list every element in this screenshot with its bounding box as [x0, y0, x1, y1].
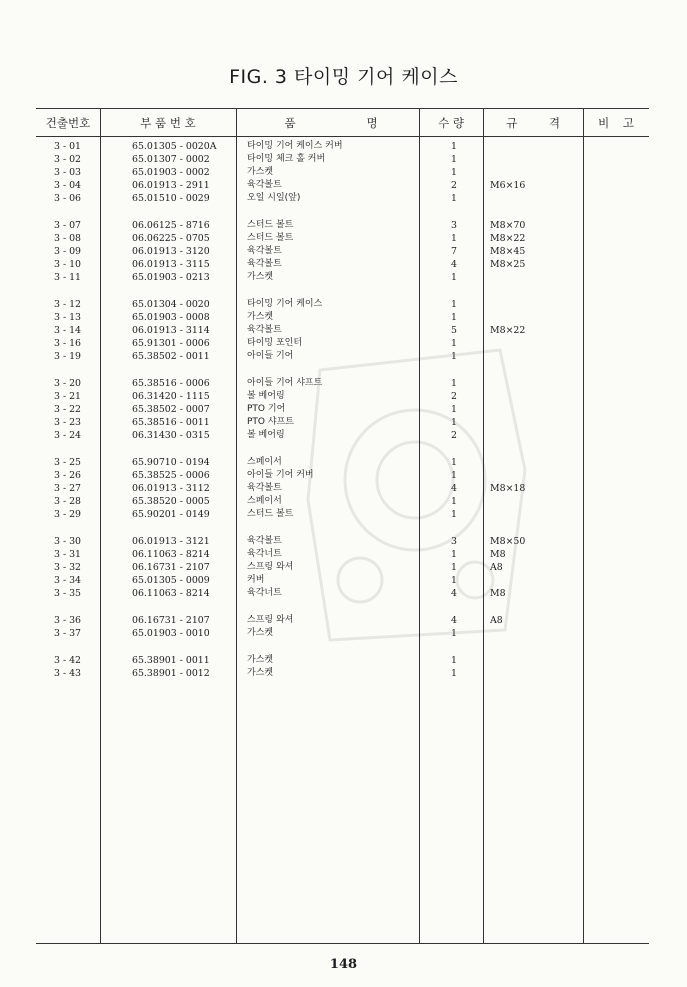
table-row	[0, 192, 687, 205]
specification: M8×70	[490, 220, 526, 231]
table-row	[0, 548, 687, 561]
part-number: 65.90201 - 0149	[132, 509, 210, 521]
quantity: 1	[451, 417, 457, 429]
header-name-right: 명	[366, 116, 378, 130]
ref-number: 3 - 16	[54, 338, 82, 350]
table-row	[0, 390, 687, 403]
table-row	[0, 482, 687, 495]
part-number: 06.01913 - 3115	[132, 259, 210, 271]
quantity: 1	[451, 338, 457, 350]
ref-number: 3 - 35	[54, 588, 82, 600]
table-top-rule	[36, 108, 649, 109]
part-number: 06.16731 - 2107	[132, 615, 210, 626]
specification: M8×18	[490, 483, 526, 495]
header-name-left: 품	[284, 116, 296, 130]
quantity: 1	[451, 404, 457, 416]
quantity: 1	[451, 628, 457, 640]
ref-number: 3 - 37	[54, 628, 82, 640]
ref-number: 3 - 13	[54, 312, 82, 324]
quantity: 1	[451, 233, 457, 245]
ref-number: 3 - 27	[54, 483, 82, 495]
part-number: 06.06225 - 0705	[132, 233, 210, 245]
ref-number: 3 - 23	[54, 417, 82, 429]
ref-number: 3 - 29	[54, 509, 82, 521]
part-name: PTO 기어	[247, 404, 286, 415]
part-name: 아이들 기어 커버	[247, 470, 314, 481]
part-name: 가스켓	[247, 272, 274, 283]
quantity: 4	[451, 483, 457, 495]
quantity: 1	[451, 575, 457, 587]
quantity: 3	[451, 536, 457, 547]
part-number: 65.01903 - 0002	[132, 167, 210, 179]
quantity: 5	[451, 325, 457, 337]
quantity: 1	[451, 562, 457, 574]
ref-number: 3 - 30	[54, 536, 82, 547]
table-row	[0, 429, 687, 442]
specification: A8	[490, 615, 503, 626]
ref-number: 3 - 31	[54, 549, 82, 561]
part-number: 65.38502 - 0011	[132, 351, 210, 363]
specification: M8×22	[490, 325, 526, 337]
part-number: 06.01913 - 3112	[132, 483, 210, 495]
quantity: 1	[451, 154, 457, 166]
quantity: 1	[451, 312, 457, 324]
ref-number: 3 - 34	[54, 575, 82, 587]
quantity: 1	[451, 496, 457, 508]
quantity: 4	[451, 588, 457, 600]
part-number: 06.11063 - 8214	[132, 549, 210, 561]
table-row	[0, 324, 687, 337]
table-row	[0, 232, 687, 245]
part-number: 65.38525 - 0006	[132, 470, 210, 482]
quantity: 1	[451, 509, 457, 521]
part-name: 타이밍 기어 케이스 커버	[247, 141, 343, 151]
part-name: 스터드 볼트	[247, 233, 294, 244]
part-number: 65.38516 - 0006	[132, 378, 210, 389]
ref-number: 3 - 12	[54, 299, 82, 310]
table-row	[0, 219, 687, 232]
part-name: 커버	[247, 575, 265, 586]
part-name: 가스켓	[247, 667, 274, 678]
part-name: 스터드 볼트	[247, 220, 294, 230]
part-name: 가스켓	[247, 628, 274, 639]
specification: M8×22	[490, 233, 526, 245]
quantity: 1	[451, 351, 457, 363]
part-number: 06.01913 - 3120	[132, 246, 210, 258]
ref-number: 3 - 42	[54, 654, 82, 666]
specification: M8	[490, 549, 506, 561]
part-number: 65.38502 - 0007	[132, 404, 210, 416]
part-name: 육각볼트	[247, 325, 282, 336]
quantity: 1	[451, 654, 457, 666]
figure-title: FIG. 3 타이밍 기어 케이스	[229, 66, 458, 88]
specification: M8×25	[490, 259, 526, 271]
part-name: 스프링 와셔	[247, 562, 294, 573]
quantity: 1	[451, 667, 457, 679]
part-name: 볼 베어링	[247, 430, 285, 441]
quantity: 1	[451, 193, 457, 205]
part-name: 오일 시일(앞)	[247, 193, 301, 204]
part-number: 06.16731 - 2107	[132, 562, 210, 574]
part-name: 가스켓	[247, 654, 274, 665]
header-bottom-rule	[36, 136, 649, 137]
table-row	[0, 350, 687, 363]
table-row	[0, 258, 687, 271]
part-name: 육각볼트	[247, 180, 282, 191]
table-row	[0, 179, 687, 192]
part-name: PTO 샤프트	[247, 417, 294, 428]
ref-number: 3 - 43	[54, 667, 82, 679]
part-number: 65.01305 - 0020A	[132, 141, 217, 152]
ref-number: 3 - 28	[54, 496, 82, 508]
part-name: 타이밍 기어 케이스	[247, 299, 323, 309]
quantity: 1	[451, 272, 457, 284]
part-number: 65.01307 - 0002	[132, 154, 210, 166]
part-number: 65.38901 - 0012	[132, 667, 210, 679]
quantity: 7	[451, 246, 457, 258]
part-number: 06.01913 - 2911	[132, 180, 210, 192]
quantity: 1	[451, 378, 457, 389]
header-part-no: 부 품 번 호	[140, 116, 196, 130]
part-number: 65.01304 - 0020	[132, 299, 210, 310]
part-name: 육각볼트	[247, 259, 282, 270]
part-number: 65.01510 - 0029	[132, 193, 210, 205]
table-row	[0, 337, 687, 350]
table-row	[0, 574, 687, 587]
table-row	[0, 627, 687, 640]
quantity: 1	[451, 167, 457, 179]
table-row	[0, 614, 687, 627]
table-row	[0, 667, 687, 680]
part-number: 65.01903 - 0213	[132, 272, 210, 284]
table-row	[0, 271, 687, 284]
table-row	[0, 140, 687, 153]
ref-number: 3 - 07	[54, 220, 82, 231]
table-row	[0, 508, 687, 521]
table-row	[0, 587, 687, 600]
table-row	[0, 561, 687, 574]
quantity: 2	[451, 430, 457, 442]
header-quantity: 수 량	[438, 116, 464, 130]
part-name: 타이밍 체크 홀 커버	[247, 154, 326, 165]
part-number: 06.01913 - 3121	[132, 536, 210, 547]
part-name: 스터드 볼트	[247, 509, 294, 520]
part-number: 65.38901 - 0011	[132, 654, 210, 666]
ref-number: 3 - 14	[54, 325, 82, 337]
part-name: 스페이서	[247, 496, 282, 507]
ref-number: 3 - 22	[54, 404, 82, 416]
part-name: 가스켓	[247, 312, 274, 323]
part-number: 65.01903 - 0010	[132, 628, 210, 640]
quantity: 1	[451, 457, 457, 468]
ref-number: 3 - 02	[54, 154, 82, 166]
ref-number: 3 - 11	[54, 272, 82, 284]
part-name: 육각너트	[247, 588, 282, 599]
ref-number: 3 - 19	[54, 351, 82, 363]
part-name: 가스켓	[247, 167, 274, 178]
ref-number: 3 - 09	[54, 246, 82, 258]
quantity: 2	[451, 391, 457, 403]
specification: M8×45	[490, 246, 526, 258]
part-name: 타이밍 포인터	[247, 338, 303, 349]
page-number: 148	[329, 957, 358, 972]
table-row	[0, 153, 687, 166]
table-row	[0, 416, 687, 429]
table-row	[0, 311, 687, 324]
quantity: 2	[451, 180, 457, 192]
ref-number: 3 - 06	[54, 193, 82, 205]
part-name: 육각볼트	[247, 536, 282, 546]
quantity: 1	[451, 470, 457, 482]
ref-number: 3 - 26	[54, 470, 82, 482]
part-name: 스페이서	[247, 457, 282, 467]
ref-number: 3 - 24	[54, 430, 82, 442]
part-number: 06.31430 - 0315	[132, 430, 210, 442]
ref-number: 3 - 01	[54, 141, 82, 152]
table-row	[0, 654, 687, 667]
ref-number: 3 - 03	[54, 167, 82, 179]
part-number: 65.90710 - 0194	[132, 457, 210, 468]
part-name: 아이들 기어 샤프트	[247, 378, 323, 388]
table-row	[0, 403, 687, 416]
table-bottom-rule	[36, 943, 649, 944]
table-row	[0, 245, 687, 258]
quantity: 3	[451, 220, 457, 231]
part-number: 65.91301 - 0006	[132, 338, 210, 350]
part-number: 06.01913 - 3114	[132, 325, 210, 337]
ref-number: 3 - 21	[54, 391, 82, 403]
quantity: 4	[451, 259, 457, 271]
ref-number: 3 - 36	[54, 615, 82, 626]
table-row	[0, 469, 687, 482]
specification: M8	[490, 588, 506, 600]
ref-number: 3 - 32	[54, 562, 82, 574]
quantity: 1	[451, 141, 457, 152]
header-spec: 규 격	[506, 116, 560, 130]
ref-number: 3 - 08	[54, 233, 82, 245]
part-name: 육각볼트	[247, 246, 282, 257]
part-number: 06.31420 - 1115	[132, 391, 210, 403]
ref-number: 3 - 10	[54, 259, 82, 271]
part-number: 65.01903 - 0008	[132, 312, 210, 324]
specification: M8×50	[490, 536, 526, 547]
part-number: 06.06125 - 8716	[132, 220, 210, 231]
specification: M6×16	[490, 180, 526, 192]
table-row	[0, 495, 687, 508]
ref-number: 3 - 20	[54, 378, 82, 389]
table-row	[0, 377, 687, 390]
part-number: 65.38520 - 0005	[132, 496, 210, 508]
quantity: 1	[451, 549, 457, 561]
part-name: 아이들 기어	[247, 351, 294, 362]
part-name: 볼 베어링	[247, 391, 285, 402]
table-row	[0, 456, 687, 469]
ref-number: 3 - 25	[54, 457, 82, 468]
table-row	[0, 535, 687, 548]
part-number: 65.01305 - 0009	[132, 575, 210, 587]
part-name: 육각너트	[247, 549, 282, 560]
header-remark: 비 고	[598, 116, 634, 130]
part-name: 스프링 와셔	[247, 615, 294, 625]
ref-number: 3 - 04	[54, 180, 82, 192]
header-ref-no: 건출번호	[45, 116, 91, 130]
part-number: 65.38516 - 0011	[132, 417, 210, 429]
table-row	[0, 298, 687, 311]
quantity: 1	[451, 299, 457, 310]
quantity: 4	[451, 615, 457, 626]
specification: A8	[490, 562, 503, 574]
part-number: 06.11063 - 8214	[132, 588, 210, 600]
part-name: 육각볼트	[247, 483, 282, 494]
table-row	[0, 166, 687, 179]
